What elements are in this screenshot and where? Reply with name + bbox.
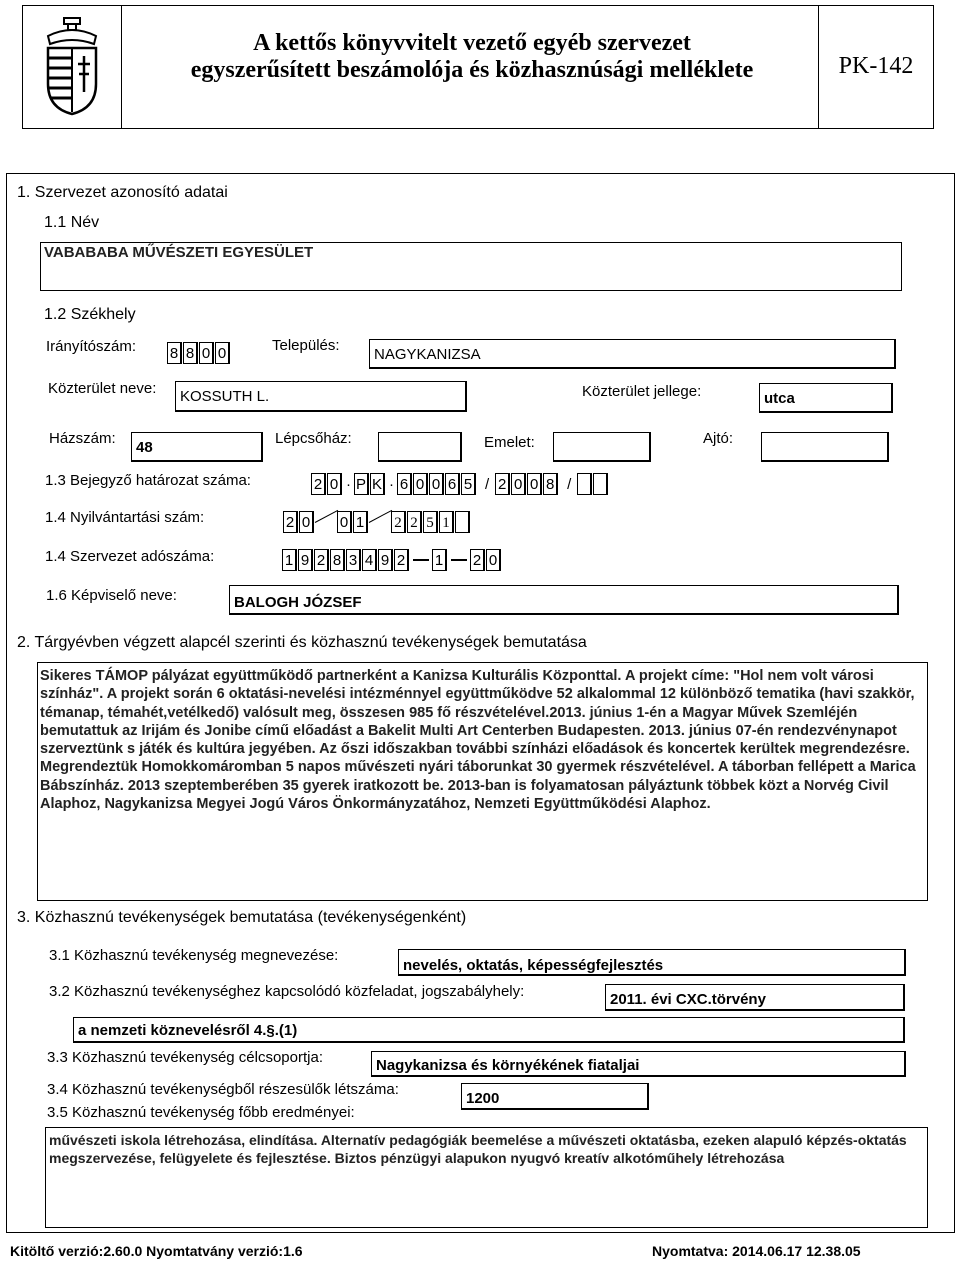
digit-cell: 5 — [423, 511, 438, 533]
public-task-field-1[interactable]: 2011. évi CXC.törvény — [605, 984, 905, 1011]
digit-cell: 2 — [283, 511, 298, 533]
digit-cell: 2 — [407, 511, 422, 533]
digit-cell: 9 — [298, 549, 313, 571]
door-label: Ajtó: — [703, 430, 734, 447]
section2-title: 2. Tárgyévben végzett alapcél szerinti és közhasznú tevékenységek bemutatása — [17, 634, 587, 651]
digit-cell: 8 — [167, 342, 182, 364]
section3-title: 3. Közhasznú tevékenységek bemutatása (tevékenységenként) — [17, 909, 467, 926]
decision-sep-dot2: · — [389, 475, 394, 493]
tax-label: 1.4 Szervezet adószáma: — [45, 548, 215, 565]
registry-part-a — [283, 511, 315, 533]
floor-field[interactable] — [553, 432, 651, 462]
digit-cell: P — [354, 473, 369, 495]
beneficiaries-label: 3.4 Közhasznú tevékenységből részesülők létszáma: — [47, 1081, 399, 1098]
digit-cell: K — [370, 473, 385, 495]
tax-dash-1 — [413, 559, 429, 561]
public-task-field-2[interactable]: a nemzeti köznevelésről 4.§.(1) — [73, 1017, 905, 1043]
digit-cell: 0 — [337, 511, 352, 533]
registry-number[interactable] — [283, 510, 471, 534]
house-label: Házszám: — [49, 430, 116, 447]
decision-label: 1.3 Bejegyző határozat száma: — [45, 472, 251, 489]
digit-cell: 5 — [461, 473, 476, 495]
decision-part-year2 — [495, 473, 559, 495]
public-task-label: 3.2 Közhasznú tevékenységhez kapcsolódó közfeladat, jogszabályhely: — [49, 983, 525, 1000]
digit-cell: 0 — [527, 473, 542, 495]
results-label: 3.5 Közhasznú tevékenység főbb eredményei: — [47, 1104, 355, 1121]
decision-sep-slash1: / — [485, 475, 490, 493]
decision-part-type — [354, 473, 386, 495]
seat-label: 1.2 Székhely — [44, 306, 136, 323]
registry-part-extra — [455, 511, 470, 533]
decision-part-extra-1 — [577, 473, 592, 495]
beneficiaries-field[interactable]: 1200 — [461, 1083, 649, 1110]
name-value: VABABABA MŰVÉSZETI EGYESÜLET — [44, 244, 314, 261]
digit-cell: 2 — [314, 549, 329, 571]
activity-name-label: 3.1 Közhasznú tevékenység megnevezése: — [49, 947, 339, 964]
city-field[interactable]: NAGYKANIZSA — [369, 339, 896, 369]
digit-cell: 2 — [394, 549, 409, 571]
digit-cell: 0 — [486, 549, 501, 571]
target-group-field[interactable]: Nagykanizsa és környékének fiataljai — [371, 1051, 906, 1077]
decision-number[interactable] — [311, 472, 609, 496]
decision-part-extra-2 — [593, 473, 608, 495]
registry-part-c — [391, 511, 455, 533]
tax-dash-2 — [451, 559, 467, 561]
digit-cell: 4 — [362, 549, 377, 571]
digit-cell: 0 — [511, 473, 526, 495]
header-title-line2: egyszerűsített beszámolója és közhasznúsági melléklete — [190, 57, 754, 83]
door-field[interactable] — [761, 432, 889, 462]
coat-of-arms-icon — [42, 14, 102, 119]
digit-cell: 2 — [311, 473, 326, 495]
digit-cell: 8 — [543, 473, 558, 495]
digit-cell: 8 — [183, 342, 198, 364]
form-code: PK-142 — [838, 53, 914, 79]
city-label: Település: — [272, 337, 340, 354]
decision-part-number — [397, 473, 477, 495]
street-field[interactable]: KOSSUTH L. — [175, 381, 467, 412]
digit-cell: 0 — [215, 342, 230, 364]
digit-cell: 2 — [391, 511, 406, 533]
digit-cell: 8 — [330, 549, 345, 571]
tax-number[interactable] — [282, 548, 502, 572]
zip-cells[interactable] — [167, 341, 231, 365]
registry-slash-2 — [369, 515, 391, 529]
decision-sep-slash2: / — [567, 475, 572, 493]
target-group-label: 3.3 Közhasznú tevékenység célcsoportja: — [47, 1049, 323, 1066]
digit-cell: 1 — [439, 511, 454, 533]
digit-cell: 1 — [432, 549, 447, 571]
tax-part-c — [470, 549, 502, 571]
digit-cell: 6 — [445, 473, 460, 495]
digit-cell: 2 — [470, 549, 485, 571]
zip-label: Irányítószám: — [46, 338, 137, 355]
digit-cell: 0 — [199, 342, 214, 364]
registry-label: 1.4 Nyilvántartási szám: — [45, 509, 205, 526]
digit-cell: 1 — [353, 511, 368, 533]
stair-label: Lépcsőház: — [275, 430, 352, 447]
footer-version: Kitöltő verzió:2.60.0 Nyomtatvány verzió:1.6 — [10, 1243, 303, 1259]
rep-label: 1.6 Képviselő neve: — [46, 587, 177, 604]
tax-part-a — [282, 549, 410, 571]
house-field[interactable]: 48 — [131, 432, 263, 462]
floor-label: Emelet: — [484, 434, 535, 451]
street-label: Közterület neve: — [48, 380, 157, 397]
results-text: művészeti iskola létrehozása, elindítása. Alternatív pedagógiák beemelése a művészeti oktatásba, ezeken alapuló képzés-oktatás megszervezése, felügyelete és fejlesztése. Biztos pénzügyi alapukon nyugvó kreatív alkotóműhely létrehozása — [49, 1132, 907, 1167]
street-type-label: Közterület jellege: — [582, 383, 702, 400]
footer-printed: Nyomtatva: 2014.06.17 12.38.05 — [652, 1243, 861, 1259]
digit-cell: 2 — [495, 473, 510, 495]
decision-sep-dot1: · — [346, 475, 351, 493]
tax-part-b — [432, 549, 448, 571]
digit-cell: 6 — [397, 473, 412, 495]
stair-field[interactable] — [378, 432, 462, 462]
digit-cell: 0 — [299, 511, 314, 533]
digit-cell: 0 — [413, 473, 428, 495]
header-title-line1: A kettős könyvvitelt vezető egyéb szervezet — [253, 30, 691, 56]
section1-title: 1. Szervezet azonosító adatai — [17, 184, 228, 201]
activity-name-field[interactable]: nevelés, oktatás, képességfejlesztés — [398, 949, 906, 976]
activities-text: Sikeres TÁMOP pályázat együttműködő partnerként a Kanizsa Kulturális Központtal. A projekt címe: "Hol nem volt városi színház". A projekt során 6 oktatási-nevelési intézménnyel együttműködve 52 alkalommal 12 különböző tematika (havi szakkör, témanap, témahét,vetélkedő) valósult meg, összesen 985 fő részvételével.2013. június 1-én a Magyar Művek Szemléjén bemutattuk az Irijám és Jonibe című előadást a Bakelit Multi Art Centerben Budapesten. 2013. június 07-én rendezvénynapot szerveztünk s játék és kultúra jegyében. Az őszi időszakban további színházi előadások és koncertek kerültek megrendezésre. Megrendeztük Homokkomáromban 5 napos művészeti nyári táborunkat 30 gyermek részvételével. A táborban fellépett a Marica Bábszínház. 2013 szeptemberében 35 gyerek iratkozott be. 2013-ban is folyamatosan pályáztunk többek közt a Norvég Civil Alaphoz, Nagykanizsa Megyei Jogú Város Önkormányzatához, Nemzeti Együttműködési Alaphoz. — [40, 668, 916, 813]
digit-cell: 0 — [429, 473, 444, 495]
street-type-field[interactable]: utca — [759, 383, 893, 413]
registry-part-b — [337, 511, 369, 533]
digit-cell: 9 — [378, 549, 393, 571]
registry-slash-1 — [315, 515, 337, 529]
digit-cell: 1 — [282, 549, 297, 571]
decision-part-year — [311, 473, 343, 495]
header-title — [122, 30, 822, 84]
digit-cell: 3 — [346, 549, 361, 571]
name-label: 1.1 Név — [44, 214, 100, 231]
rep-field[interactable]: BALOGH JÓZSEF — [229, 585, 899, 615]
digit-cell: 0 — [327, 473, 342, 495]
